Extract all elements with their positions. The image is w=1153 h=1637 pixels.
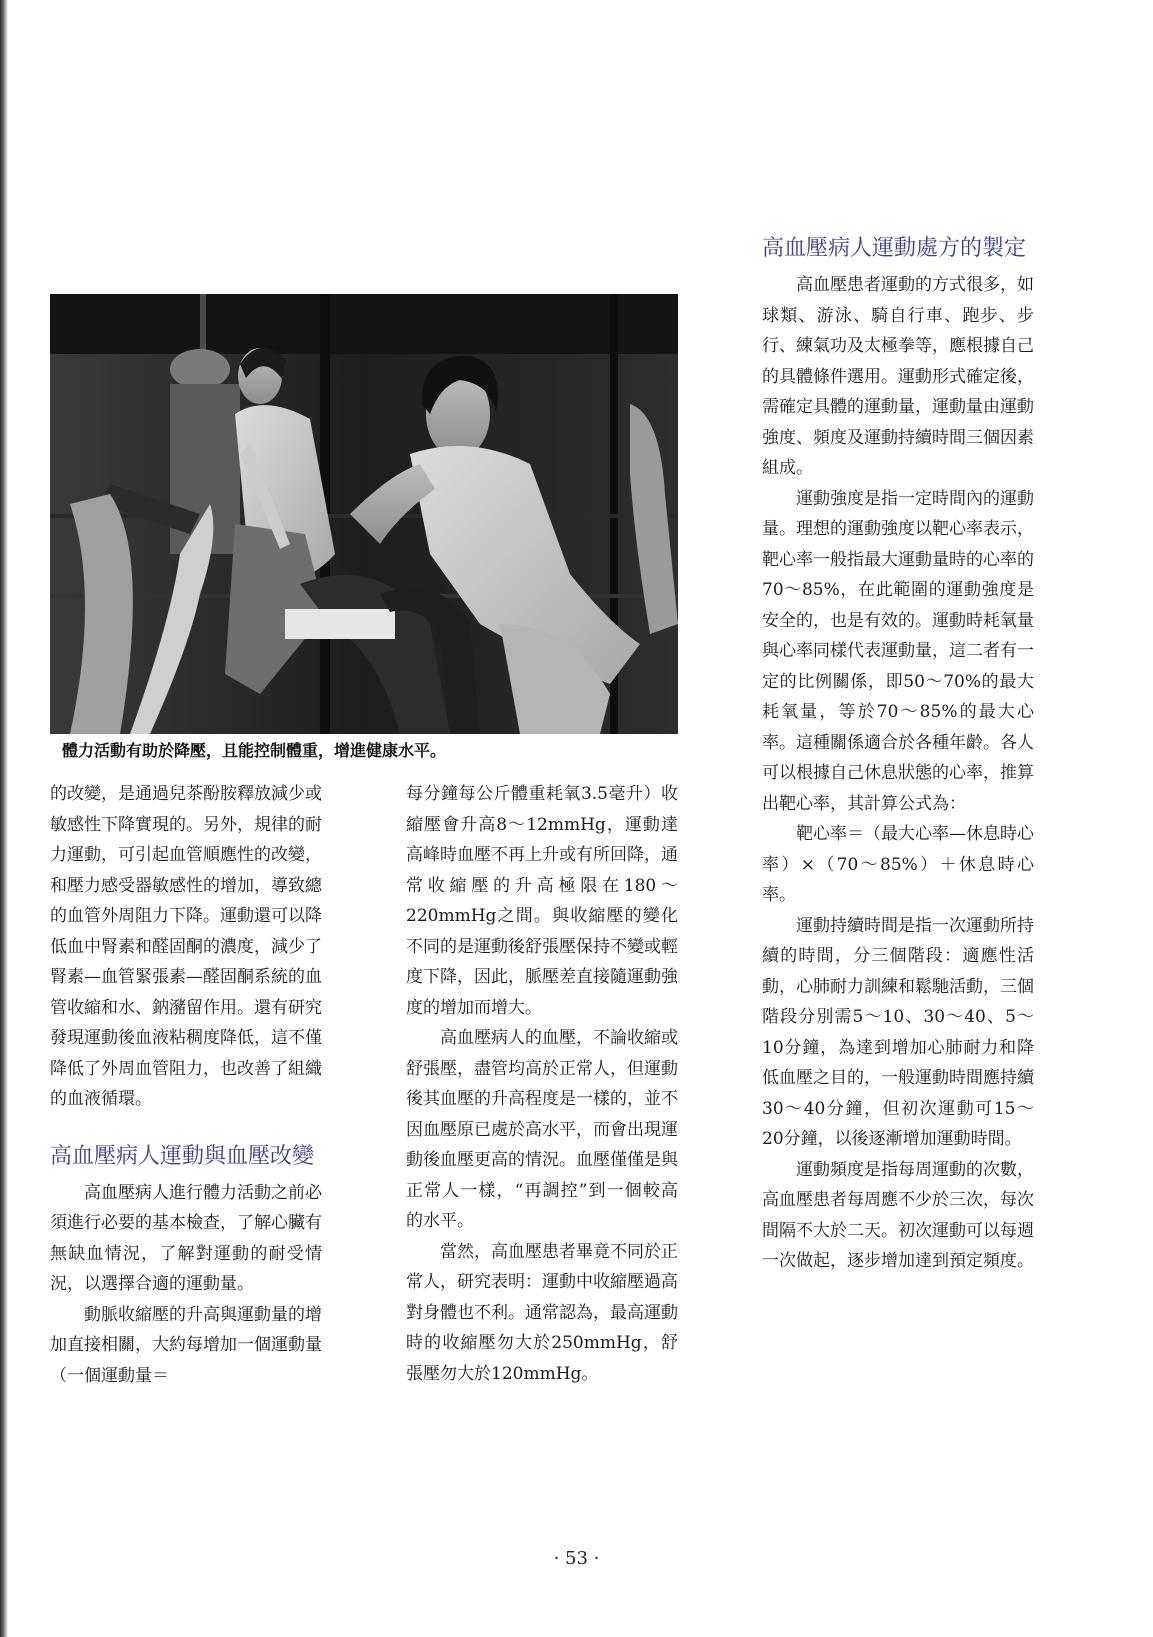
section-heading: 高血壓病人運動處方的製定 [762,236,1027,261]
formula-paragraph: 靶心率＝（最大心率—休息時心率）×（70～85%）＋休息時心率。 [762,824,1034,905]
exercise-bike-photo-icon [50,294,678,734]
paragraph: 的改變，是通過兒茶酚胺釋放減少或敏感性下降實現的。另外，規律的耐力運動，可引起血管順應性的改變，和壓力感受器敏感性的增加，導致總的血管外周阻力下降。運動還可以降低血中腎素和醛固酮的濃度，減少了腎素—血管緊張素—醛固酮系統的血管收縮和水、鈉瀦留作用。還有研究發現運動後血液粘稠度降低，這不僅降低了外周血管阻力，也改善了組織的血液循環。 [50,784,322,1109]
paragraph: 動脈收縮壓的升高與運動量的增加直接相關，大約每增加一個運動量（一個運動量＝ [50,1304,322,1386]
left-column [50,779,322,1391]
page-number: · 53 · [553,1548,600,1569]
exercise-bike-photo [50,294,678,734]
right-column [762,233,1034,1277]
paragraph: 運動持續時間是指一次運動所持續的時間，分三個階段：適應性活動，心肺耐力訓練和鬆馳活動，三個階段分別需5～10、30～40、5～10分鐘，為達到增加心肺耐力和降低血壓之目的，一般運動時間應持續30～40分鐘，但初次運動可15～20分鐘，以後逐漸增加運動時間。 [762,915,1034,1149]
paragraph: 高血壓病人進行體力活動之前必須進行必要的基本檢查，了解心臟有無缺血情況，了解對運動的耐受情況，以選擇合適的運動量。 [50,1182,322,1294]
paragraph: 運動頻度是指每周運動的次數，高血壓患者每周應不少於三次，每次間隔不大於二天。初次運動可以每週一次做起，逐步增加達到預定頻度。 [762,1159,1034,1271]
paragraph: 每分鐘每公斤體重耗氧3.5毫升）收縮壓會升高8～12mmHg，運動達高峰時血壓不再上升或有所回降，通常收縮壓的升高極限在180～220mmHg之間。與收縮壓的變化不同的是運動後舒張壓保持不變或輕度下降，因此，脈壓差直接隨運動強度的增加而增大。 [406,784,678,1018]
middle-column [406,779,678,1389]
scan-edge-shadow [0,0,8,1637]
paragraph: 當然，高血壓患者畢竟不同於正常人，研究表明：運動中收縮壓過高對身體也不利。通常認為，最高運動時的收縮壓勿大於250mmHg，舒張壓勿大於120mmHg。 [406,1241,678,1384]
photo-caption: 體力活動有助於降壓，且能控制體重，增進健康水平。 [62,741,447,760]
paragraph: 高血壓患者運動的方式很多，如球類、游泳、騎自行車、跑步、步行、練氣功及太極拳等，應根據自己的具體條件選用。運動形式確定後，需確定具體的運動量，運動量由運動強度、頻度及運動持續時間三個因素組成。 [762,275,1034,478]
paragraph: 運動強度是指一定時間內的運動量。理想的運動強度以靶心率表示，靶心率一般指最大運動量時的心率的70～85%，在此範圍的運動強度是安全的，也是有效的。運動時耗氧量與心率同樣代表運動量，這二者有一定的比例關係，即50～70%的最大耗氧量，等於70～85%的最大心率。這種關係適合於各種年齡。各人可以根據自己休息狀態的心率，推算出靶心率，其計算公式為： [762,488,1034,814]
section-heading: 高血壓病人運動與血壓改變 [50,1143,315,1169]
paragraph: 高血壓病人的血壓，不論收縮或舒張壓，盡管均高於正常人，但運動後其血壓的升高程度是一樣的，並不因血壓原已處於高水平，而會出現運動後血壓更高的情況。血壓僅僅是與正常人一樣，“再調控”到一個較高的水平。 [406,1028,678,1231]
